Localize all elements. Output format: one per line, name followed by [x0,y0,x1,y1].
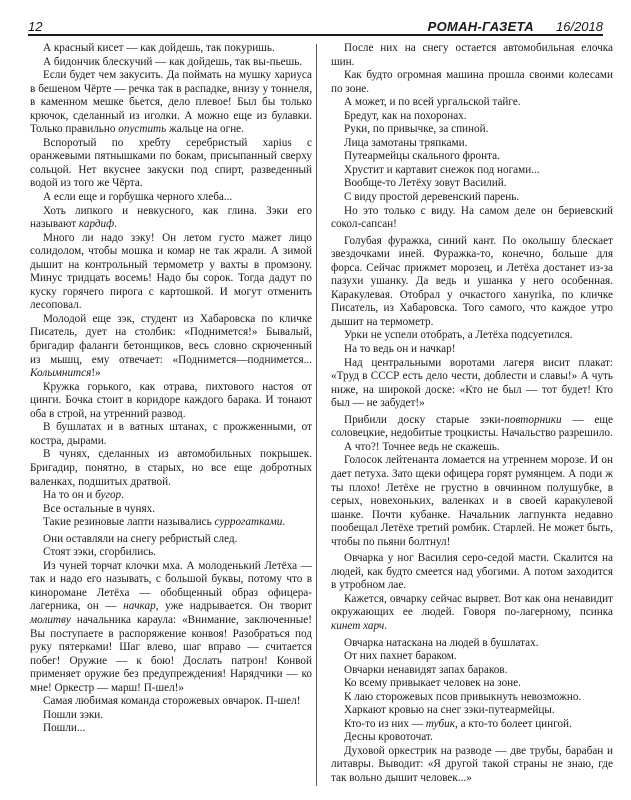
paragraph [331,552,613,593]
paragraph [30,137,312,191]
paragraph [331,42,613,69]
italic-term: опустить [118,123,167,136]
paragraph [331,329,613,343]
paragraph [331,593,613,634]
text-run: Урки не успели отобрать, а Летёха подсуетился. [344,329,573,342]
text-run: На то ведь он и начкар! [344,343,456,356]
paragraph [331,137,613,151]
paragraph [30,448,312,489]
paragraph [331,164,613,178]
text-run: — еще соловецкие, недобитые троцкисты. Начальство разрешило. [331,413,613,440]
text-run: . [282,516,286,529]
paragraph [331,69,613,96]
paragraph [30,516,312,530]
paragraph [331,691,613,705]
publication-name: РОМАН-ГАЗЕТА [427,19,534,34]
text-run: В чунях, сделанных из автомобильных покрышек. Бригадир, понятно, в старых, но все еще добротных валенках, подшитых дратвой. [30,448,312,488]
text-run: Овчарка натаскана на людей в бушлатах. [344,636,539,649]
text-run: Лица замотаны тряпками. [344,136,468,149]
paragraph [331,454,613,549]
text-run: Все остальные в чунях. [43,502,156,515]
text-run: !» [91,367,101,380]
text-run: А бидончик блескучий — как дойдешь, так вы-пьешь. [43,55,303,68]
italic-term: молитву [30,613,71,626]
italic-term: повторники [504,413,562,426]
text-run: Путеармейцы скального фронта. [344,150,500,163]
text-run: Стоят зэки, сгорбились. [43,546,157,559]
text-run: К лаю сторожевых псов привыкнуть невозможно. [344,690,582,703]
text-run: , а кто-то болеет цингой. [455,717,572,730]
column-divider [316,44,317,786]
text-run: А красный кисет — как дойдешь, так покуришь. [43,42,275,54]
text-run: Пошли... [43,722,86,735]
paragraph [331,123,613,137]
paragraph [30,42,312,56]
page-header [28,14,603,36]
paragraph [30,560,312,695]
paragraph [331,677,613,691]
page-number: 12 [28,19,43,34]
paragraph [30,695,312,709]
text-run: После них на снегу остается автомобильная елочка шин. [331,42,613,68]
text-run: А что?! Точнее ведь не скажешь. [344,440,500,453]
italic-term: тубик [425,717,456,730]
text-run: Прибили доску старые зэки- [344,413,505,426]
italic-term: кардиф [78,218,115,231]
text-run: , уже надрывается. Он творит [155,600,312,613]
text-run: Но это только с виду. На самом деле он бериевский сокол-сапсан! [331,204,613,231]
text-run: А если еще и горбушка черного хлеба... [43,191,233,204]
text-run: Овчарки ненавидят запах бараков. [344,663,508,676]
text-run: Кто-то из них — [344,717,426,730]
paragraph [331,96,613,110]
right-column [331,42,613,786]
paragraph [30,709,312,723]
paragraph [30,205,312,232]
text-run: Как будто огромная машина прошла своими колесами по зоне. [331,69,613,95]
paragraph [30,69,312,137]
text-run: Десны кровоточат. [344,731,433,744]
paragraph [331,205,613,232]
paragraph [30,232,312,313]
text-run: Бредут, как на похоронах. [344,109,467,122]
italic-term: Колымнится [30,367,92,380]
text-run: Вспоротый по хребту серебристый харius с оранжевыми пятнышками по бокам, присыпанный сверху сольцой. Нет вкуснее закуски под спирт, разведенный водой из того же Чёрта. [30,136,312,190]
text-run: Много ли надо зэку! Он летом густо мажет лицо солидолом, чтобы мошка и комар не так жрали. А зимой дышит на контрольный термометр у вахты в промзону. Минус тридцать восемь! Надо бы сорок. Тогда дадут по куску горячего пирога с картошкой. И могут отменить лесоповал. [30,231,312,312]
text-run: А может, и по всей ургальской тайге. [344,96,521,109]
paragraph [331,745,613,786]
paragraph [331,110,613,124]
text-run: . [114,218,117,231]
paragraph [331,191,613,205]
paragraph [30,381,312,422]
issue-number: 16/2018 [556,19,603,34]
text-run: Из чуней торчат клочки мха. А молоденький Летёха — так и надо его называть, с большой буквы, потому что в кинороманe Летёха — обобщенный образ офицера-лагерника, он — [30,559,312,613]
left-column [30,42,312,736]
text-run: Если будет чем закусить. Да поймать на мушку хариуса в бешеном Чёрте — речка так в распадке, внизу у тоннеля, в каменном мешке бьется, дело плевое! Был бы только крючок, сделанный из иголки. А можно еще из булавки. Только правильно [30,69,312,136]
paragraph [30,191,312,205]
text-run: Пошли зэки. [43,708,104,721]
text-run: Голосок лейтенанта ломается на утреннем морозе. И он дает петуха. Зато щеки офицера горят румянцем. А поди ж ты плохо! Летёхе не грустно в овчинном полушубке, в серых, новехоньких, валенках и в своей каракулевой шанке. Почти кубанке. Начальник лагпункта недавно пообещал Летёхе третий ромбик. Старлей. Не может быть, чтобы по пьяни болтнул! [331,454,613,548]
text-run: Самая любимая команда сторожевых овчарок. П-шел! [43,695,301,708]
paragraph [30,533,312,547]
text-run: . [121,489,124,502]
text-run: На то он и [43,489,96,502]
paragraph [30,546,312,560]
paragraph [331,343,613,357]
paragraph [331,235,613,330]
text-run: Кружка горького, как отрава, пихтового настоя от цинги. Бочка стоит в коридоре каждого барака. И тонают оба в строй, на утренний развод. [30,380,312,420]
italic-term: кинет харч [331,619,385,632]
italic-term: начкар [123,600,156,613]
paragraph [30,503,312,517]
paragraph [30,722,312,736]
text-run: Руки, по привычке, за спиной. [344,123,489,136]
paragraph [30,489,312,503]
paragraph [331,177,613,191]
paragraph [331,731,613,745]
text-run: Молодой еще зэк, студент из Хабаровска по кличке Писатель, дует на столбик: «Поднимется!» Бывалый, бригадир фаланги бетонщиков, весь словно скрюченный из мышц, ему отвечает: «Поднимется—поднимется... [30,312,312,366]
paragraph [30,313,312,381]
text-run: Вообще-то Летёху зовут Василий. [344,177,507,190]
text-run: В бушлатах и в ватных штанах, с прожженными, от костра, дырами. [30,421,312,447]
paragraph [331,637,613,651]
text-run: Духовой оркестрик на разводе — две трубы, барабан и литавры. Выводит: «Я другой такой страны не знаю, где так вольно дышит человек...» [331,744,613,784]
paragraph [331,150,613,164]
text-run: начальника караула: «Внимание, заключенные! Вы поступаете в распоряжение конвоя! Разобраться под руку пятерками! Шаг влево, шаг вправо — считается побег! Оружие — к бою! Дослать патрон! Конвой применяет оружие без предупреждения! Нарядчики — ко мне! Оркестр — марш! П-шел!» [30,613,312,694]
text-run: Над центральными воротами лагеря висит плакат: «Труд в СССР есть дело чести, доблести и славы!» А чуть ниже, на широкой доске: «Кто не был — тот будет! Кто был — не забудет!» [331,356,613,410]
text-run: Кажется, овчарку сейчас вырвет. Вот как она ненавидит окружающих ее людей. Говоря по-лагерному, псинка [331,592,613,619]
paragraph [331,718,613,732]
text-run: Хоть липкого и невкусного, как глина. Зэки его называют [30,204,312,231]
paragraph [331,664,613,678]
text-run: Они оставляли на снегу ребристый след. [43,532,238,545]
text-run: Ко всему привыкает человек на зоне. [344,677,521,690]
paragraph [331,650,613,664]
paragraph [30,421,312,448]
text-run: С виду простой деревенский парень. [344,191,520,204]
text-run: жальце на огне. [166,123,244,136]
italic-term: бугор [95,489,122,502]
text-run: Такие резиновые лапти назывались [43,516,215,529]
text-run: Овчарка у ног Василия серо-седой масти. Скалится на людей, как будто смеется над убогими. А потом заходится в утробном лае. [331,552,613,592]
paragraph [331,441,613,455]
text-run: От них пахнет бараком. [344,650,457,663]
paragraph [331,704,613,718]
text-run: . [384,619,388,632]
paragraph [331,414,613,441]
paragraph [331,357,613,411]
italic-term: суррогатками [214,516,283,529]
text-run: Харкают кровью на снег зэки-путеармейцы. [344,704,555,717]
text-run: Хрустит и картавит снежок под ногами... [344,163,540,176]
text-run: Голубая фуражка, синий кант. По околышу блескает звездочками иней. Фуражка-то, конечно, больше для форса. Сейчас прижмет морозец, и Летёха достанет из-за пазухи ушанку. Да ведь и ушанка у него особенная. Каракулевая. Отобрал у очкастого хануrika, по кличке Писатель, из Хабаровска. Того самого, что каждое утро дышит на термометр. [331,234,613,328]
paragraph [30,56,312,70]
